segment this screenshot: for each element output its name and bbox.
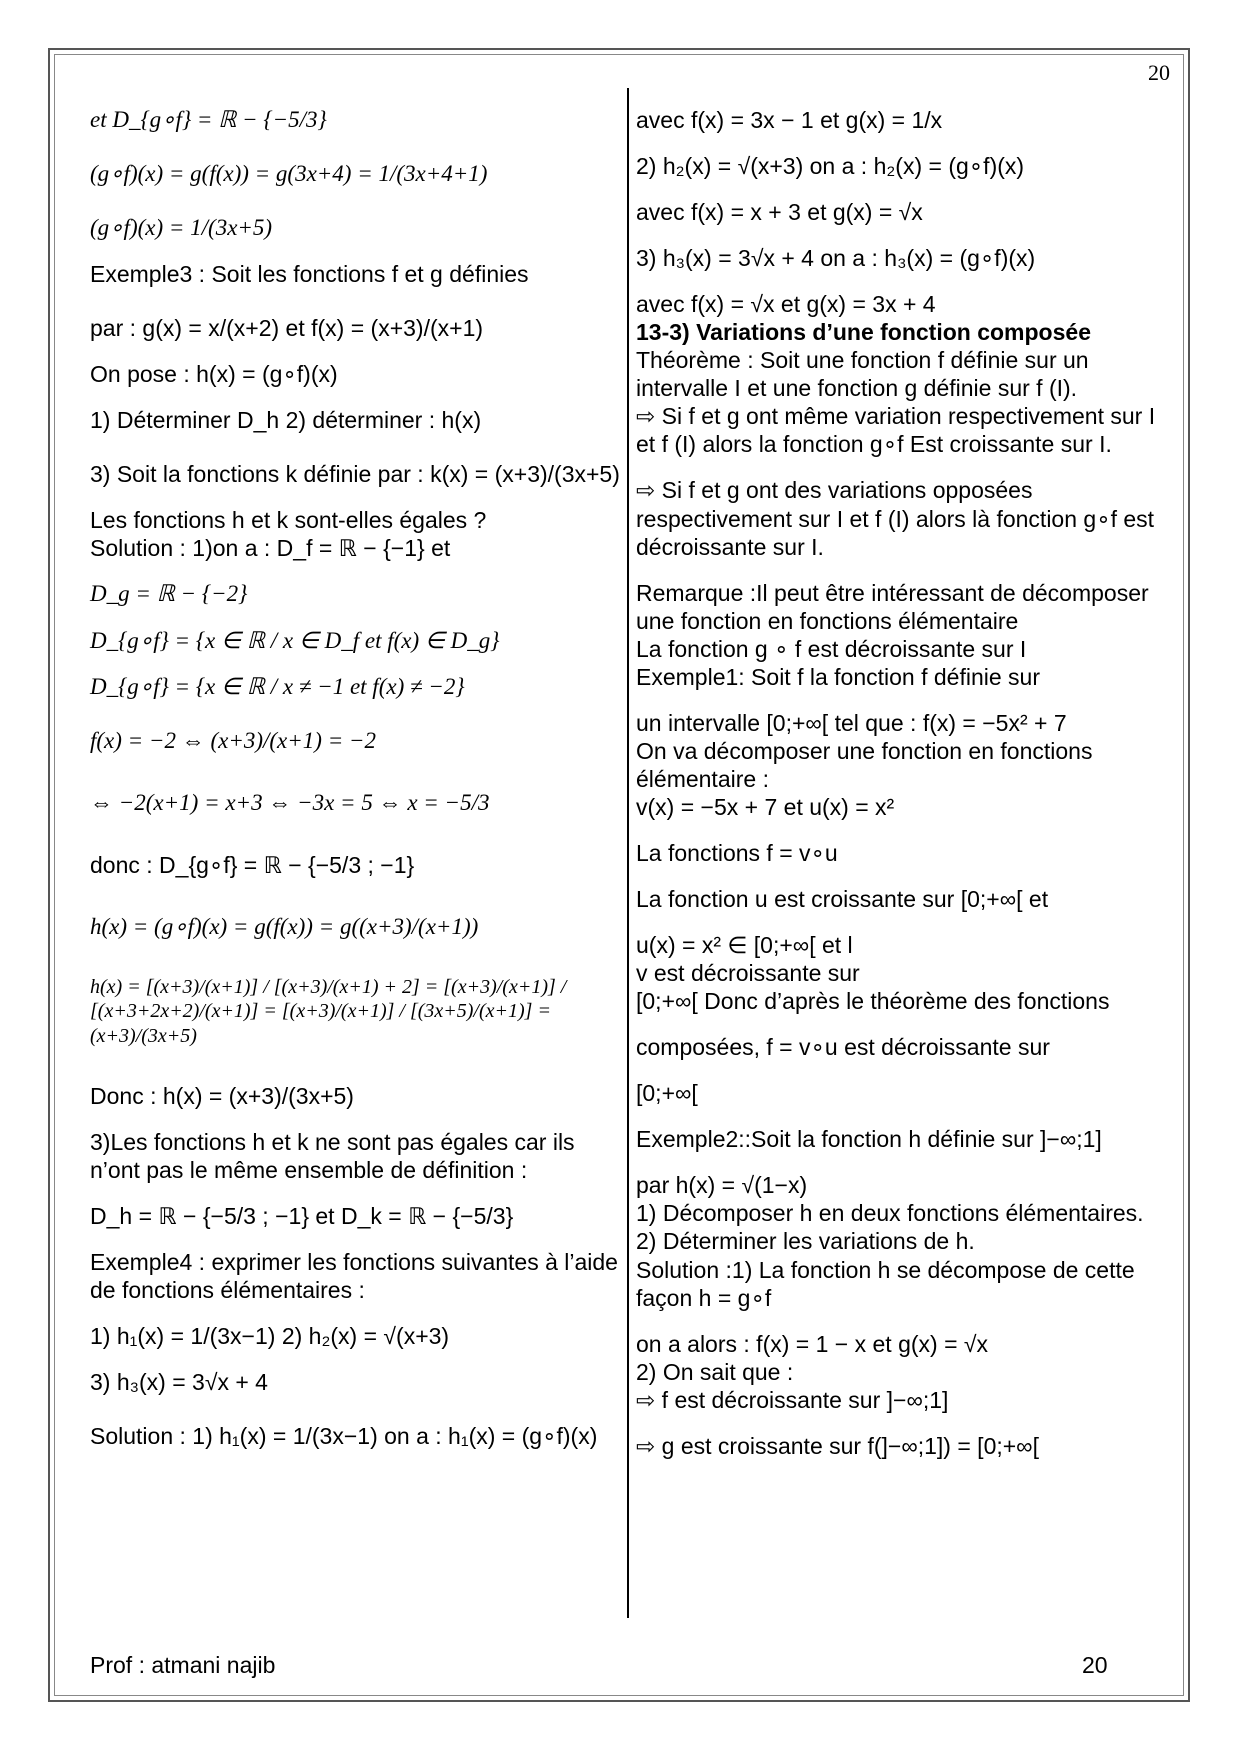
- exemple1-heading: Exemple1: Soit f la fonction f définie sur: [636, 663, 1040, 690]
- theoreme: Théorème : Soit une fonction f définie sur un intervalle I et une fonction g définie sur f (I).: [636, 347, 1089, 402]
- left-line-3: (g∘f)(x) = 1/(3x+5): [90, 215, 273, 241]
- right-line-31: ⇨ g est croissante sur f(]−∞;1]) = [0;+∞[: [636, 1432, 1039, 1459]
- column-divider: [627, 88, 629, 1618]
- right-line-1: avec f(x) = 3x − 1 et g(x) = 1/x: [636, 107, 943, 133]
- left-line-7: 1) Déterminer D_h 2) déterminer : h(x): [90, 407, 482, 434]
- left-line-8: 3) Soit la fonctions k définie par : k(x) = (x+3)/(3x+5): [90, 461, 620, 488]
- right-line-24: par h(x) = √(1−x): [636, 1172, 808, 1199]
- page-number-top: 20: [1148, 60, 1170, 85]
- right-line-4: 3) h₃(x) = 3√x + 4 on a : h₃(x) = (g∘f)(x): [636, 245, 1036, 272]
- left-line-18: h(x) = [(x+3)/(x+1)] / [(x+3)/(x+1) + 2] = [(x+3)/(x+1)] / [(x+3+2x+2)/(x+1)] = [(x+3)/(x+1)] / [(3x+5)/(x+1)] = (x+3)/(3x+5): [90, 975, 567, 1047]
- right-line-16: La fonctions f = v∘u: [636, 839, 838, 866]
- solution-2-heading: Solution :1) La fonction h se décompose de cette façon h = g∘f: [636, 1256, 1135, 1311]
- right-line-11: La fonction g ∘ f est décroissante sur I: [636, 635, 1027, 662]
- left-line-12: D_{g∘f} = {x ∈ ℝ / x ∈ D_f et f(x) ∈ D_g}: [90, 627, 500, 653]
- right-line-29: 2) On sait que :: [636, 1358, 794, 1385]
- theoreme-case-2: ⇨ Si f et g ont des variations opposées respectivement sur I et f (I) alors là fonction g∘f est décroissante sur I.: [636, 477, 1155, 560]
- left-line-6: On pose : h(x) = (g∘f)(x): [90, 361, 338, 388]
- left-line-23: 1) h₁(x) = 1/(3x−1) 2) h₂(x) = √(x+3): [90, 1323, 450, 1350]
- left-line-1: et D_{g∘f} = ℝ − {−5/3}: [90, 107, 327, 132]
- right-line-13: un intervalle [0;+∞[ tel que : f(x) = −5x² + 7: [636, 709, 1067, 736]
- right-line-3: avec f(x) = x + 3 et g(x) = √x: [636, 199, 923, 226]
- left-column: [90, 88, 618, 1450]
- exemple3-heading: Exemple3 : Soit les fonctions f et g définies: [90, 261, 529, 288]
- right-line-14: On va décomposer une fonction en fonctions élémentaire :: [636, 737, 1093, 792]
- page-number-bottom: 20: [1082, 1652, 1108, 1678]
- exemple2-heading: Exemple2::Soit la fonction h définie sur ]−∞;1]: [636, 1126, 1102, 1153]
- exemple4-heading: Exemple4 : exprimer les fonctions suivantes à l’aide de fonctions élémentaires :: [90, 1249, 618, 1304]
- right-line-19: v est décroissante sur: [636, 960, 860, 987]
- left-line-20: 3)Les fonctions h et k ne sont pas égales car ils n’ont pas le même ensemble de définition :: [90, 1129, 575, 1184]
- solution-heading: Solution : 1)on a : D_f = ℝ − {−1} et: [90, 535, 451, 562]
- left-line-15: ⇔ −2(x+1) = x+3 ⇔ −3x = 5 ⇔ x = −5/3: [90, 789, 490, 815]
- left-line-5: par : g(x) = x/(x+2) et f(x) = (x+3)/(x+1): [90, 315, 484, 342]
- right-column: [636, 88, 1170, 1460]
- left-line-16: donc : D_{g∘f} = ℝ − {−5/3 ; −1}: [90, 851, 415, 878]
- left-line-19: Donc : h(x) = (x+3)/(3x+5): [90, 1082, 354, 1109]
- right-line-5: avec f(x) = √x et g(x) = 3x + 4: [636, 291, 936, 318]
- right-line-28: on a alors : f(x) = 1 − x et g(x) = √x: [636, 1330, 989, 1357]
- footer-author-text: Prof : atmani najib: [90, 1652, 276, 1678]
- right-line-26: 2) Déterminer les variations de h.: [636, 1228, 975, 1255]
- right-line-30: ⇨ f est décroissante sur ]−∞;1]: [636, 1386, 949, 1413]
- remarque: Remarque :Il peut être intéressant de décomposer une fonction en fonctions élémentaire: [636, 579, 1149, 634]
- right-line-2: 2) h₂(x) = √(x+3) on a : h₂(x) = (g∘f)(x): [636, 153, 1025, 180]
- footer-author: [90, 1652, 275, 1679]
- right-line-25: 1) Décomposer h en deux fonctions élémentaires.: [636, 1200, 1144, 1227]
- left-line-24: 3) h₃(x) = 3√x + 4: [90, 1369, 268, 1396]
- left-line-9: Les fonctions h et k sont-elles égales ?: [90, 507, 487, 534]
- right-line-17: La fonction u est croissante sur [0;+∞[ et: [636, 886, 1049, 913]
- theoreme-case-1: ⇨ Si f et g ont même variation respectivement sur I et f (I) alors la fonction g∘f Est croissante sur I.: [636, 403, 1156, 458]
- right-line-21: composées, f = v∘u est décroissante sur: [636, 1034, 1050, 1061]
- left-line-11: D_g = ℝ − {−2}: [90, 581, 248, 607]
- left-line-21: D_h = ℝ − {−5/3 ; −1} et D_k = ℝ − {−5/3}: [90, 1203, 514, 1230]
- right-line-22: [0;+∞[: [636, 1080, 698, 1107]
- left-line-2: (g∘f)(x) = g(f(x)) = g(3x+4) = 1/(3x+4+1): [90, 161, 488, 187]
- right-line-18: u(x) = x² ∈ [0;+∞[ et l: [636, 932, 853, 959]
- left-line-17: h(x) = (g∘f)(x) = g(f(x)) = g((x+3)/(x+1)): [90, 913, 479, 939]
- left-line-14: f(x) = −2 ⇔ (x+3)/(x+1) = −2: [90, 727, 376, 753]
- left-line-13: D_{g∘f} = {x ∈ ℝ / x ≠ −1 et f(x) ≠ −2}: [90, 673, 465, 699]
- right-line-15: v(x) = −5x + 7 et u(x) = x²: [636, 793, 895, 820]
- section-13-3-title: 13-3) Variations d’une fonction composée: [636, 319, 1091, 346]
- left-line-25: Solution : 1) h₁(x) = 1/(3x−1) on a : h₁(x) = (g∘f)(x): [90, 1423, 598, 1450]
- right-line-20: [0;+∞[ Donc d’après le théorème des fonctions: [636, 988, 1110, 1015]
